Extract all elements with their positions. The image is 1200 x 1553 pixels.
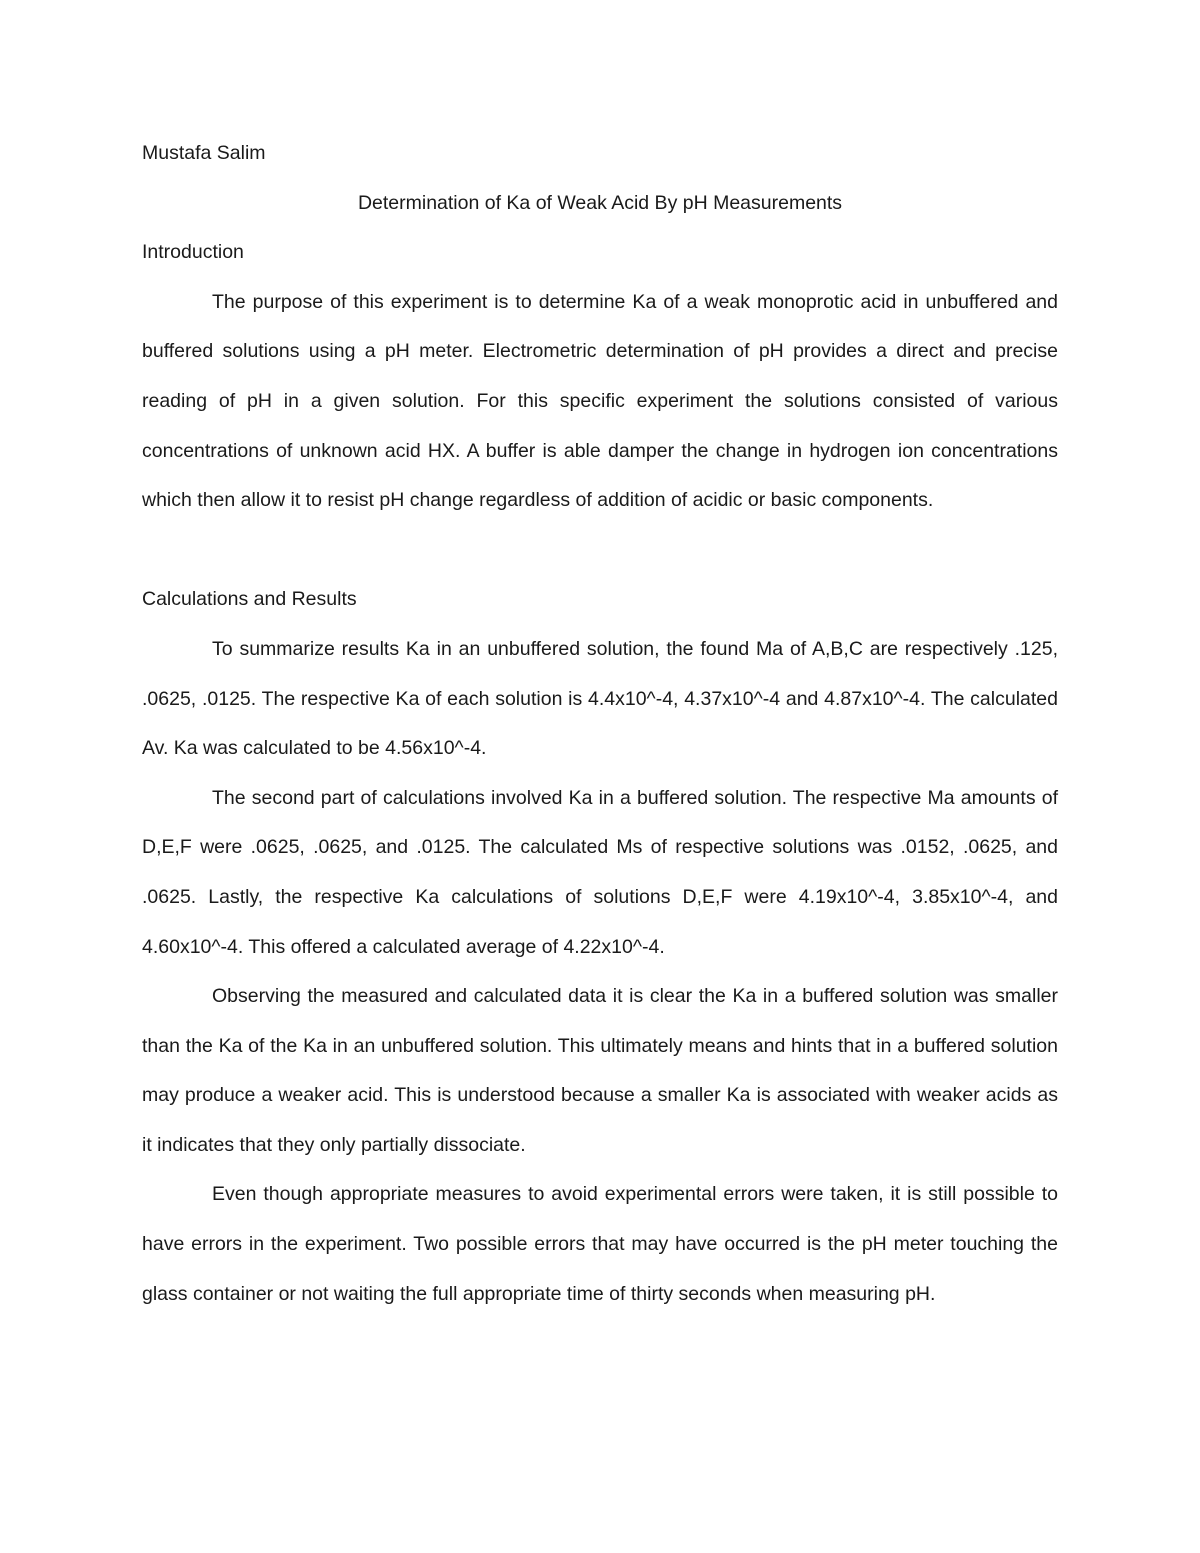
results-paragraph-errors: Even though appropriate measures to avoid experimental errors were taken, it is still possible to have errors in the experiment. Two possible errors that may have occurred is the pH meter touching the glass container or not waiting the full appropriate time of thirty seconds when measuring pH. <box>142 1183 1058 1305</box>
document-title: Determination of Ka of Weak Acid By pH Measurements <box>357 191 843 214</box>
results-heading: Calculations and Results <box>142 588 357 611</box>
author-name: Mustafa Salim <box>142 142 266 164</box>
section-spacer <box>142 526 1058 576</box>
results-paragraph-comparison: Observing the measured and calculated data it is clear the Ka in a buffered solution was smaller than the Ka of the Ka in an unbuffered solution. This ultimately means and hints that in a buffered solution may produce a weaker acid. This is understood because a smaller Ka is associated with weaker acids as it indicates that they only partially dissociate. <box>142 985 1058 1156</box>
introduction-heading: Introduction <box>142 241 244 264</box>
document-page <box>142 129 1058 1319</box>
results-paragraph-buffered: The second part of calculations involved Ka in a buffered solution. The respective Ma amounts of D,E,F were .0625, .0625, and .0125. The calculated Ms of respective solutions was .0152, .0625, and .0625. Lastly, the respective Ka calculations of solutions D,E,F were 4.19x10^-4, 3.85x10^-4, and 4.60x10^-4. This offered a calculated average of 4.22x10^-4. <box>142 786 1058 958</box>
results-paragraph-unbuffered: To summarize results Ka in an unbuffered solution, the found Ma of A,B,C are respectively .125, .0625, .0125. The respective Ka of each solution is 4.4x10^-4, 4.37x10^-4 and 4.87x10^-4. The calculated Av. Ka was calculated to be 4.56x10^-4. <box>142 637 1058 760</box>
introduction-paragraph: The purpose of this experiment is to determine Ka of a weak monoprotic acid in unbuffered and buffered solutions using a pH meter. Electrometric determination of pH provides a direct and precise reading of pH in a given solution. For this specific experiment the solutions consisted of various concentrations of unknown acid HX. A buffer is able damper the change in hydrogen ion concentrations which then allow it to resist pH change regardless of addition of acidic or basic components. <box>142 290 1058 512</box>
